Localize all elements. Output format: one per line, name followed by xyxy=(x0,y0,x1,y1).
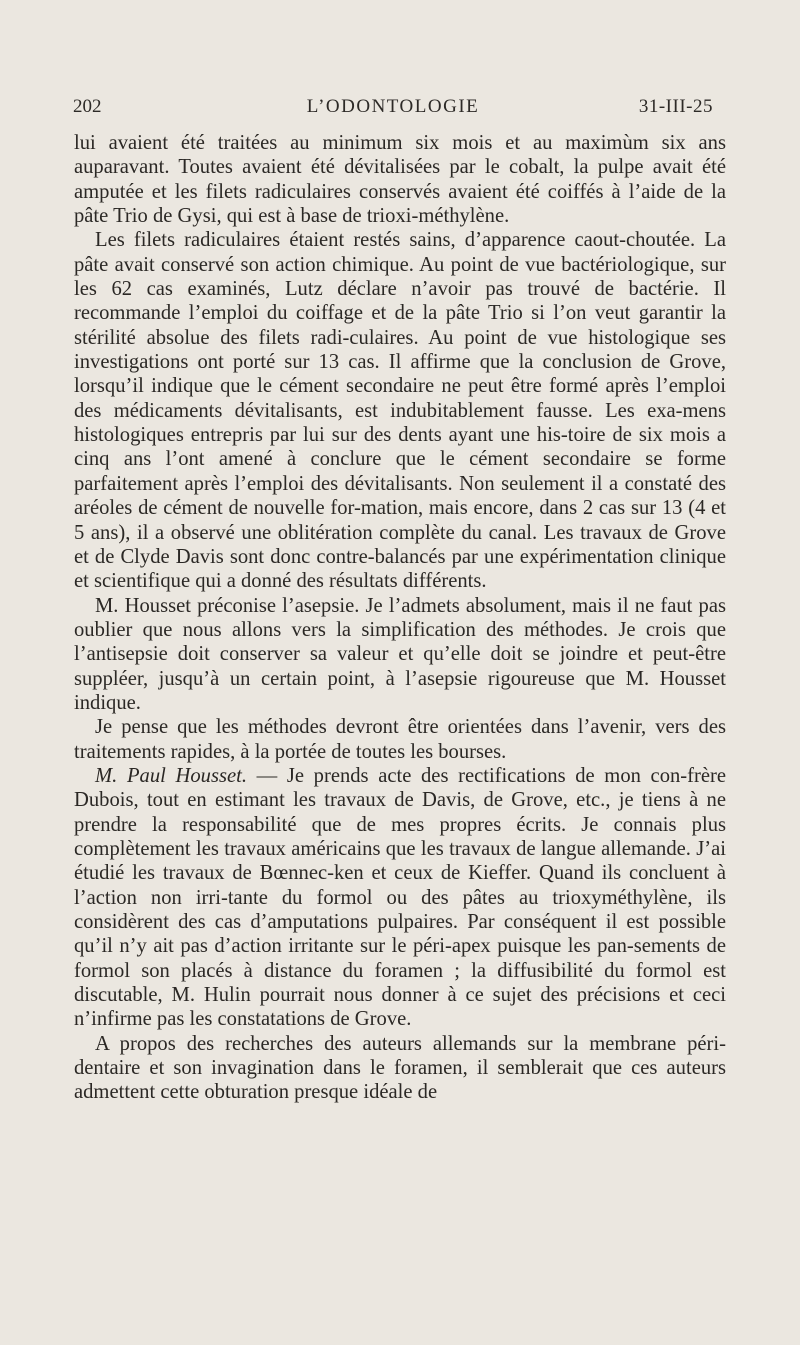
paragraph: M. Housset préconise l’asepsie. Je l’admets absolument, mais il ne faut pas oublier que nous allons vers la simplification des méthodes. Je crois que l’antisepsie doit conserver sa valeur et qu’elle doit se joindre et peut-être suppléer, jusqu’à un certain point, à l’asepsie rigoureuse que M. Housset indique. xyxy=(74,594,726,714)
running-header xyxy=(73,96,713,122)
paragraph xyxy=(74,764,726,1032)
paragraph: Je pense que les méthodes devront être orientées dans l’avenir, vers des traitements rapides, à la portée de toutes les bourses. xyxy=(74,716,726,763)
journal-title: L’ODONTOLOGIE xyxy=(306,96,480,117)
paragraph: lui avaient été traitées au minimum six mois et au maximùm six ans auparavant. Toutes avaient été dévitalisées par le cobalt, la pulpe avait été amputée et les filets radiculaires conservés avaient été coiffés à l’aide de la pâte Trio de Gysi, qui est à base de trioxi-méthylène. xyxy=(74,132,726,228)
body-text xyxy=(74,131,726,1105)
speech-text: — Je prends acte des rectifications de mon con-frère Dubois, tout en estimant les travaux de Davis, de Grove, etc., je tiens à ne prendre la responsabilité que de mes propres écrits. Je connais plus complètement les travaux américains que les travaux de langue allemande. J’ai étudié les travaux de Bœnnec-ken et ceux de Kieffer. Quand ils concluent à l’action non irri-tante du formol ou des pâtes au trioxyméthylène, ils considèrent des cas d’amputations pulpaires. Par conséquent il est possible qu’il n’y ait pas d’action irritante sur le péri-apex puisque les pan-sements de formol son placés à distance du foramen ; la diffusibilité du formol est discutable, M. Hulin pourrait nous donner à ce sujet des précisions et ceci n’infirme pas les constatations de Grove. xyxy=(74,764,727,1031)
speaker-name: M. Paul Housset. xyxy=(95,764,247,787)
issue-date: 31-III-25 xyxy=(638,96,713,117)
page-number: 202 xyxy=(73,96,102,117)
paragraph: Les filets radiculaires étaient restés sains, d’apparence caout-choutée. La pâte avait conservé son action chimique. Au point de vue bactériologique, sur les 62 cas examinés, Lutz déclare n’avoir pas trouvé de bactérie. Il recommande l’emploi du coiffage et de la pâte Trio si l’on veut garantir la stérilité absolue des filets radi-culaires. Au point de vue histologique ses investigations ont porté sur 13 cas. Il affirme que la conclusion de Grove, lorsqu’il indique que le cément secondaire ne peut être formé après l’emploi des médicaments dévitalisants, est indubitablement fausse. Les exa-mens histologiques entrepris par lui sur des dents ayant une his-toire de six mois a cinq ans l’ont amené à conclure que le cément secondaire se forme parfaitement après l’emploi des dévitalisants. Non seulement il a constaté des aréoles de cément de nouvelle for-mation, mais encore, dans 2 cas sur 13 (4 et 5 ans), il a observé une oblitération complète du canal. Les travaux de Grove et de Clyde Davis sont donc contre-balancés par une expérimentation clinique et scientifique qui a donné des résultats différents. xyxy=(74,229,726,593)
paragraph: A propos des recherches des auteurs allemands sur la membrane péri-dentaire et son invagination dans le foramen, il semblerait que ces auteurs admettent cette obturation presque idéale de xyxy=(74,1032,726,1104)
